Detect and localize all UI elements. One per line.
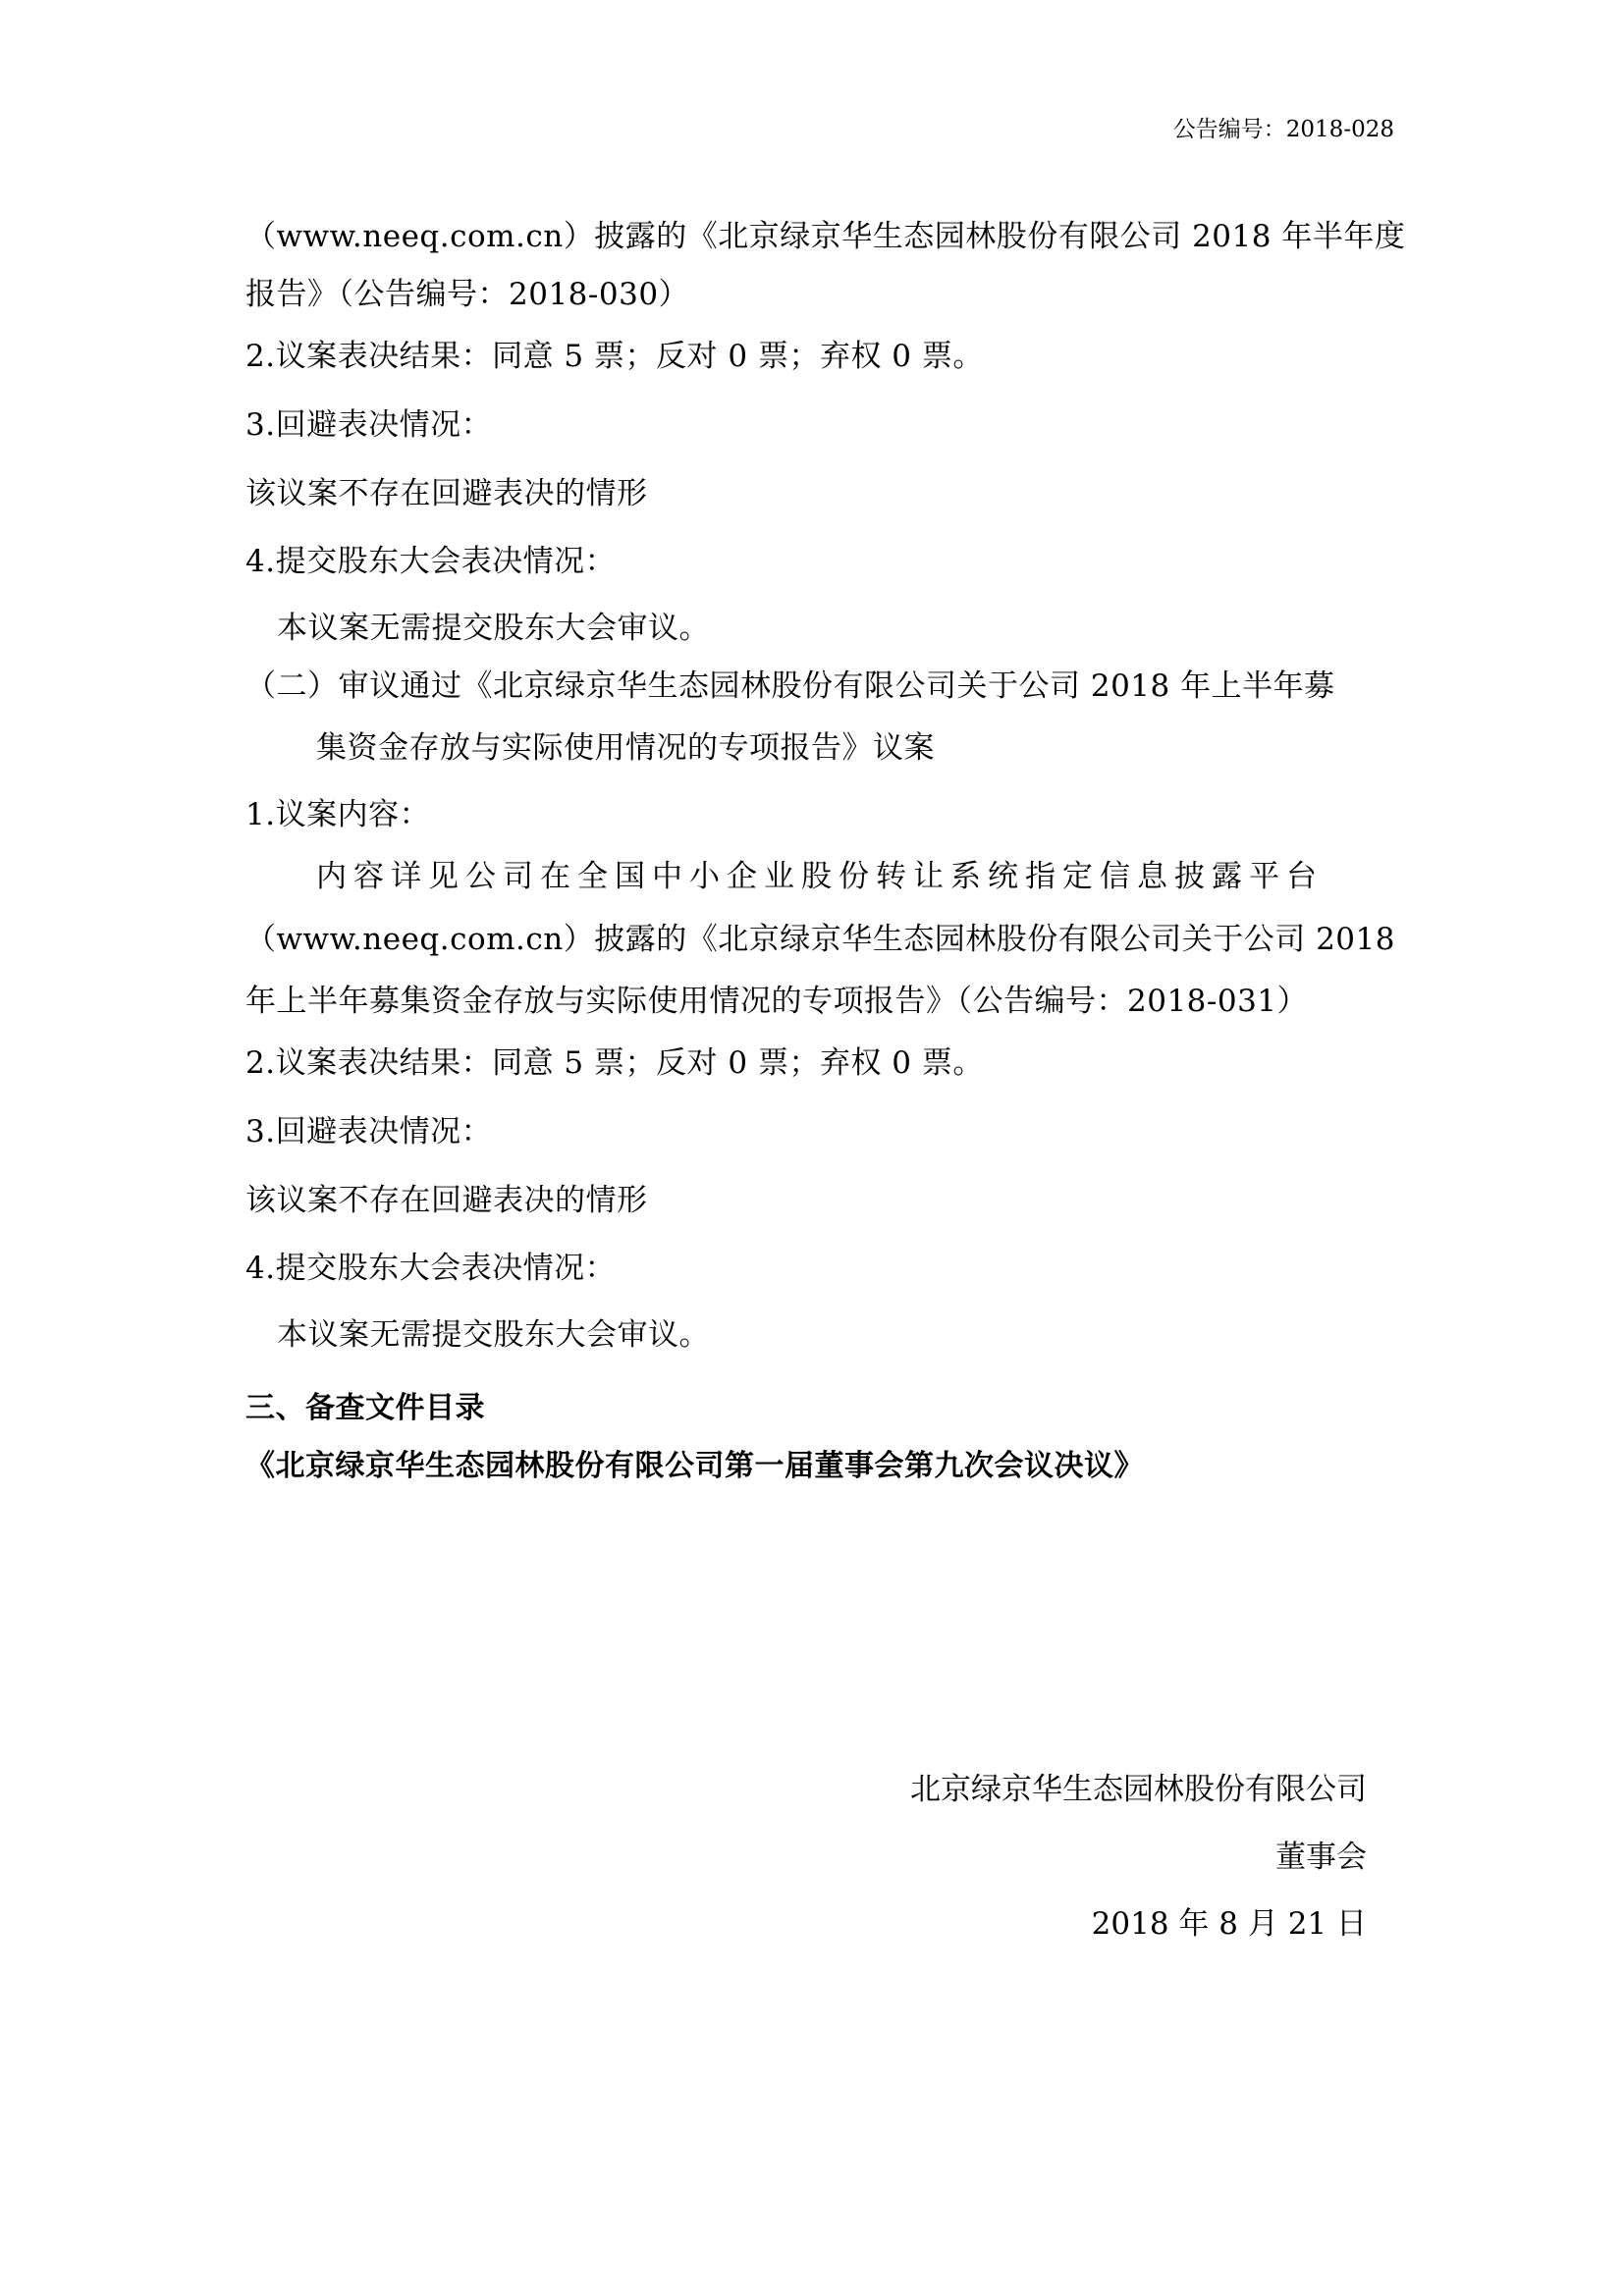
avoidance-text: 该议案不存在回避表决的情形	[245, 1183, 648, 1218]
signature-date: 2018 年 8 月 21 日	[1091, 1906, 1367, 1942]
signature-board: 董事会	[1275, 1840, 1367, 1875]
shareholder-meeting-heading: 4.提交股东大会表决情况：	[245, 1251, 617, 1286]
proposal-two-title: （二）审议通过《北京绿京华生态园林股份有限公司关于公司 2018 年上半年募	[245, 668, 1335, 704]
vote-result: 2.议案表决结果：同意 5 票；反对 0 票；弃权 0 票。	[245, 1045, 984, 1081]
announcement-number: 公告编号：2018-028	[1172, 117, 1394, 142]
body-line: 年上半年募集资金存放与实际使用情况的专项报告》（公告编号：2018-031）	[245, 984, 1309, 1019]
body-line: （www.neeq.com.cn）披露的《北京绿京华生态园林股份有限公司 2018 年半年度	[245, 219, 1406, 254]
avoidance-heading: 3.回避表决情况：	[245, 1114, 493, 1149]
body-line: （www.neeq.com.cn）披露的《北京绿京华生态园林股份有限公司关于公司 2018	[245, 922, 1395, 957]
body-line: 内容详见公司在全国中小企业股份转让系统指定信息披露平台	[316, 859, 1324, 894]
shareholder-meeting-heading: 4.提交股东大会表决情况：	[245, 544, 617, 579]
proposal-two-title-cont: 集资金存放与实际使用情况的专项报告》议案	[316, 730, 935, 766]
avoidance-heading: 3.回避表决情况：	[245, 407, 493, 443]
shareholder-meeting-text: 本议案无需提交股东大会审议。	[277, 1317, 710, 1353]
shareholder-meeting-text: 本议案无需提交股东大会审议。	[277, 611, 710, 646]
signature-company: 北京绿京华生态园林股份有限公司	[910, 1772, 1367, 1807]
section-three-heading: 三、备查文件目录	[245, 1391, 485, 1425]
avoidance-text: 该议案不存在回避表决的情形	[245, 476, 648, 511]
vote-result: 2.议案表决结果：同意 5 票；反对 0 票；弃权 0 票。	[245, 339, 984, 374]
proposal-content-heading: 1.议案内容：	[245, 797, 431, 832]
reference-document: 《北京绿京华生态园林股份有限公司第一届董事会第九次会议决议》	[245, 1449, 1144, 1483]
body-line: 报告》（公告编号：2018-030）	[245, 277, 690, 312]
